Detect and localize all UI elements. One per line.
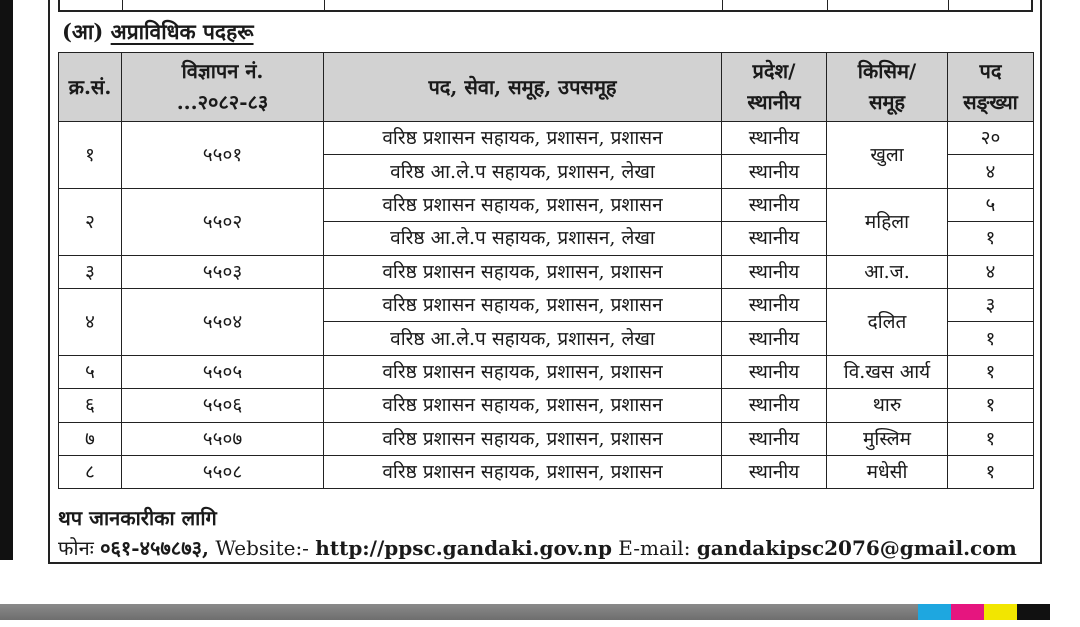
post-cell: वरिष्ठ प्रशासन सहायक, प्रशासन, प्रशासन bbox=[324, 288, 722, 321]
ad-no-cell: ५५०३ bbox=[122, 255, 324, 288]
level-cell: स्थानीय bbox=[722, 288, 827, 321]
email-link[interactable]: gandakipsc2076@gmail.com bbox=[696, 536, 1017, 560]
magenta-swatch bbox=[951, 604, 984, 620]
post-cell: वरिष्ठ आ.ले.प सहायक, प्रशासन, लेखा bbox=[324, 322, 722, 355]
serial-cell: ८ bbox=[59, 455, 122, 488]
header-ad-no: विज्ञापन नं. ...२०८२-८३ bbox=[122, 53, 324, 122]
post-cell: वरिष्ठ प्रशासन सहायक, प्रशासन, प्रशासन bbox=[324, 455, 722, 488]
post-cell: वरिष्ठ प्रशासन सहायक, प्रशासन, प्रशासन bbox=[324, 355, 722, 388]
serial-cell: ६ bbox=[59, 389, 122, 422]
header-category: किसिम/ समूह bbox=[827, 53, 948, 122]
category-cell: थारु bbox=[827, 389, 948, 422]
ad-no-cell: ५५०८ bbox=[122, 455, 324, 488]
level-cell: स्थानीय bbox=[722, 422, 827, 455]
count-cell: २० bbox=[948, 122, 1034, 155]
level-cell: स्थानीय bbox=[722, 322, 827, 355]
count-cell: १ bbox=[948, 222, 1034, 255]
table-row bbox=[59, 188, 1034, 221]
header-level: प्रदेश/ स्थानीय bbox=[722, 53, 827, 122]
count-cell: १ bbox=[948, 355, 1034, 388]
count-cell: ४ bbox=[948, 155, 1034, 188]
count-cell: १ bbox=[948, 389, 1034, 422]
table-header-row bbox=[59, 53, 1034, 122]
level-cell: स्थानीय bbox=[722, 455, 827, 488]
level-cell: स्थानीय bbox=[722, 255, 827, 288]
ad-no-cell: ५५०६ bbox=[122, 389, 324, 422]
website-label: Website:- bbox=[215, 536, 309, 560]
print-color-bar bbox=[0, 604, 918, 620]
phone-label: फोनः bbox=[58, 536, 94, 560]
count-cell: १ bbox=[948, 322, 1034, 355]
header-serial: क्र.सं. bbox=[59, 53, 122, 122]
count-cell: ३ bbox=[948, 288, 1034, 321]
footer-contact bbox=[58, 534, 1017, 561]
header-count: पद सङ्ख्या bbox=[948, 53, 1034, 122]
count-cell: १ bbox=[948, 422, 1034, 455]
level-cell: स्थानीय bbox=[722, 188, 827, 221]
serial-cell: ३ bbox=[59, 255, 122, 288]
footer-title: थप जानकारीका लागि bbox=[58, 506, 217, 530]
website-link[interactable]: http://ppsc.gandaki.gov.np bbox=[315, 536, 612, 560]
serial-cell: १ bbox=[59, 122, 122, 189]
post-cell: वरिष्ठ प्रशासन सहायक, प्रशासन, प्रशासन bbox=[324, 422, 722, 455]
table-row bbox=[59, 455, 1034, 488]
table-row bbox=[59, 355, 1034, 388]
header-post: पद, सेवा, समूह, उपसमूह bbox=[324, 53, 722, 122]
post-cell: वरिष्ठ आ.ले.प सहायक, प्रशासन, लेखा bbox=[324, 155, 722, 188]
category-cell: मुस्लिम bbox=[827, 422, 948, 455]
table-row bbox=[59, 389, 1034, 422]
count-cell: ४ bbox=[948, 255, 1034, 288]
post-cell: वरिष्ठ प्रशासन सहायक, प्रशासन, प्रशासन bbox=[324, 255, 722, 288]
serial-cell: ५ bbox=[59, 355, 122, 388]
section-heading: अप्राविधिक पदहरू bbox=[110, 19, 254, 44]
category-cell: खुला bbox=[827, 122, 948, 189]
table-row bbox=[59, 288, 1034, 321]
serial-cell: ७ bbox=[59, 422, 122, 455]
yellow-swatch bbox=[984, 604, 1017, 620]
email-label: E-mail: bbox=[618, 536, 691, 560]
left-margin-rule bbox=[0, 0, 13, 560]
count-cell: ५ bbox=[948, 188, 1034, 221]
ad-no-cell: ५५०४ bbox=[122, 288, 324, 355]
post-cell: वरिष्ठ प्रशासन सहायक, प्रशासन, प्रशासन bbox=[324, 122, 722, 155]
black-swatch bbox=[1017, 604, 1050, 620]
phone-number: ०६१-४५७८७३, bbox=[100, 536, 209, 560]
post-cell: वरिष्ठ प्रशासन सहायक, प्रशासन, प्रशासन bbox=[324, 188, 722, 221]
previous-table-remnant bbox=[58, 0, 1033, 12]
count-cell: १ bbox=[948, 455, 1034, 488]
table-row bbox=[59, 122, 1034, 155]
level-cell: स्थानीय bbox=[722, 389, 827, 422]
level-cell: स्थानीय bbox=[722, 355, 827, 388]
table-row bbox=[59, 255, 1034, 288]
post-cell: वरिष्ठ आ.ले.प सहायक, प्रशासन, लेखा bbox=[324, 222, 722, 255]
level-cell: स्थानीय bbox=[722, 155, 827, 188]
serial-cell: ४ bbox=[59, 288, 122, 355]
category-cell: दलित bbox=[827, 288, 948, 355]
ad-no-cell: ५५०२ bbox=[122, 188, 324, 255]
posts-table bbox=[58, 52, 1034, 489]
section-prefix: (आ) bbox=[62, 19, 104, 44]
table-row bbox=[59, 422, 1034, 455]
category-cell: मधेसी bbox=[827, 455, 948, 488]
level-cell: स्थानीय bbox=[722, 122, 827, 155]
cyan-swatch bbox=[918, 604, 951, 620]
ad-no-cell: ५५०५ bbox=[122, 355, 324, 388]
category-cell: आ.ज. bbox=[827, 255, 948, 288]
section-title bbox=[62, 18, 254, 46]
post-cell: वरिष्ठ प्रशासन सहायक, प्रशासन, प्रशासन bbox=[324, 389, 722, 422]
ad-no-cell: ५५०१ bbox=[122, 122, 324, 189]
ad-no-cell: ५५०७ bbox=[122, 422, 324, 455]
category-cell: वि.खस आर्य bbox=[827, 355, 948, 388]
category-cell: महिला bbox=[827, 188, 948, 255]
serial-cell: २ bbox=[59, 188, 122, 255]
level-cell: स्थानीय bbox=[722, 222, 827, 255]
